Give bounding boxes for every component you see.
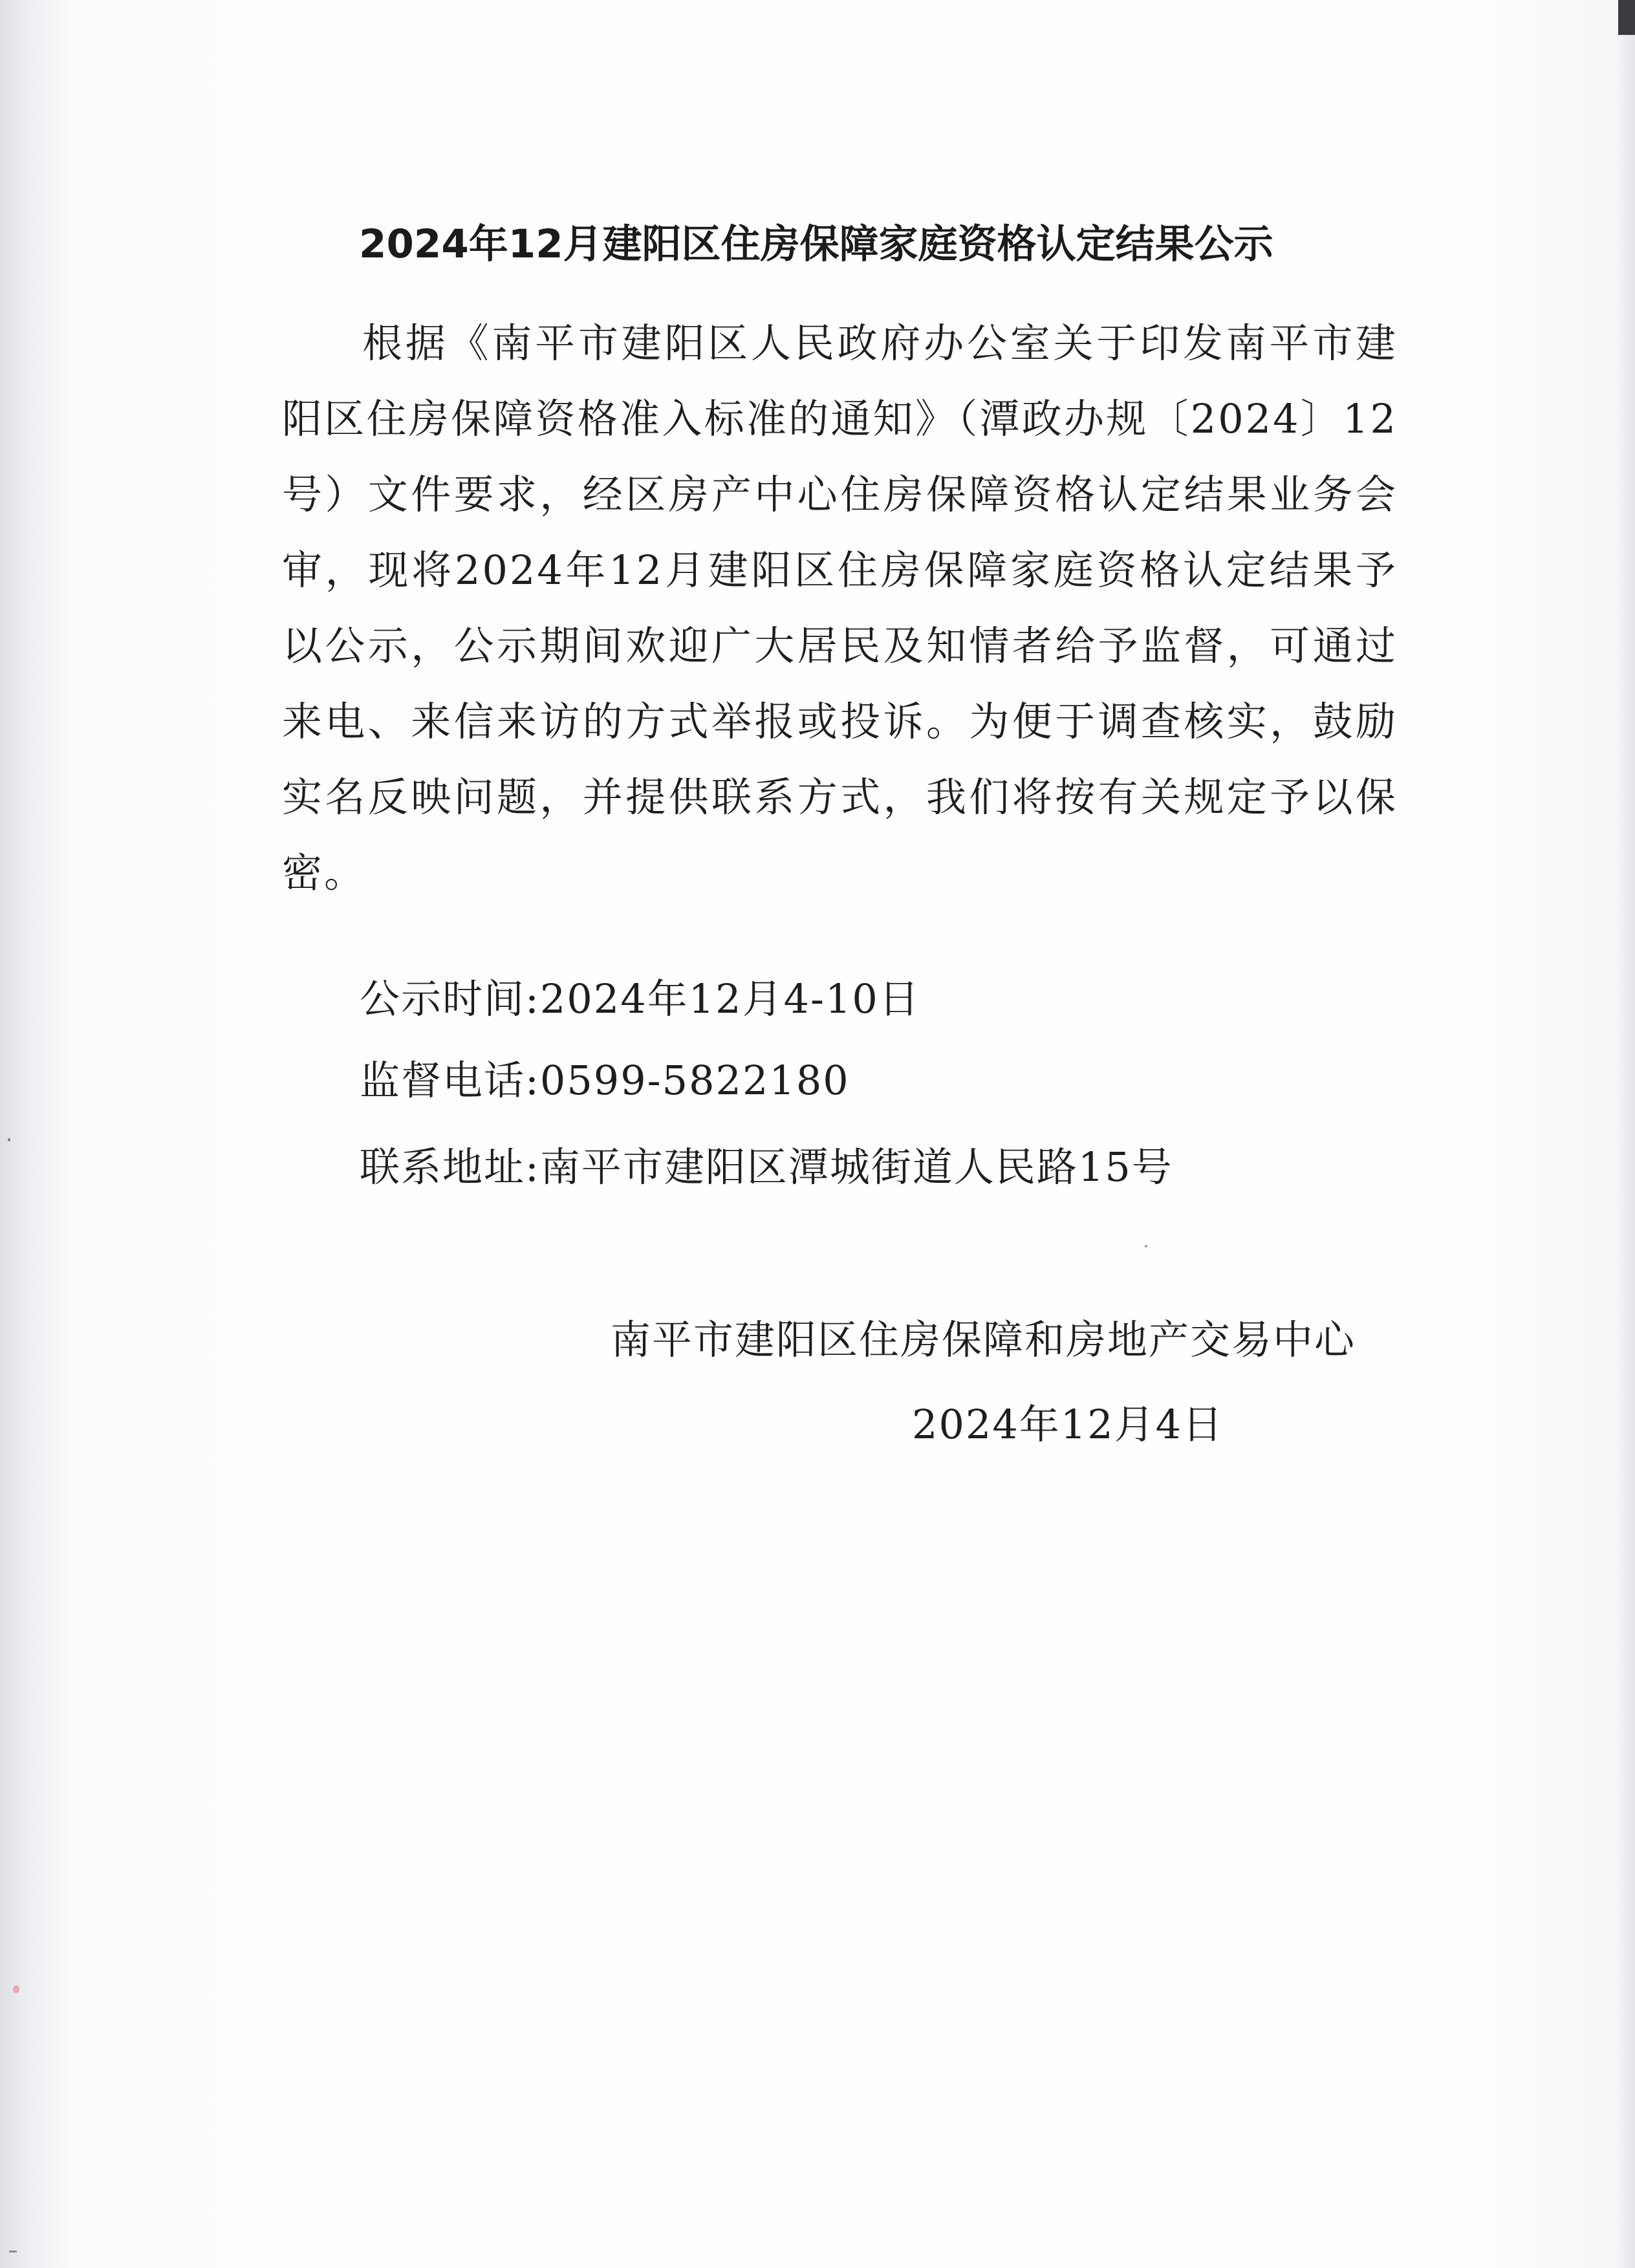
document-title: 2024年12月建阳区住房保障家庭资格认定结果公示 (359, 221, 1273, 267)
scan-corner-mark (1618, 0, 1635, 35)
supervision-phone: 监督电话:0599-5822180 (360, 1057, 850, 1104)
scan-speck (13, 1985, 19, 1993)
scan-speck (8, 1138, 10, 1141)
body-paragraph: 根据《南平市建阳区人民政府办公室关于印发南平市建阳区住房保障资格准入标准的通知》（潭政办规〔2024〕12号）文件要求，经区房产中心住房保障资格认定结果业务会审，现将2024年12月建阳区住房保障家庭资格认定结果予以公示，公示期间欢迎广大居民及知情者给予监督，可通过来电、来信来访的方式举报或投诉。为便于调查核实，鼓励实名反映问题，并提供联系方式，我们将按有关规定予以保密。 (282, 319, 1398, 896)
scan-speck (9, 2251, 17, 2252)
scan-speck (1145, 1245, 1147, 1247)
issue-date: 2024年12月4日 (912, 1401, 1224, 1448)
scan-shadow-right (1616, 0, 1635, 2268)
scan-shadow-left (0, 0, 71, 2268)
issuer-signature: 南平市建阳区住房保障和房地产交易中心 (611, 1316, 1356, 1363)
contact-address: 联系地址:南平市建阳区潭城街道人民路15号 (360, 1143, 1173, 1191)
publicity-time: 公示时间:2024年12月4-10日 (360, 975, 920, 1022)
